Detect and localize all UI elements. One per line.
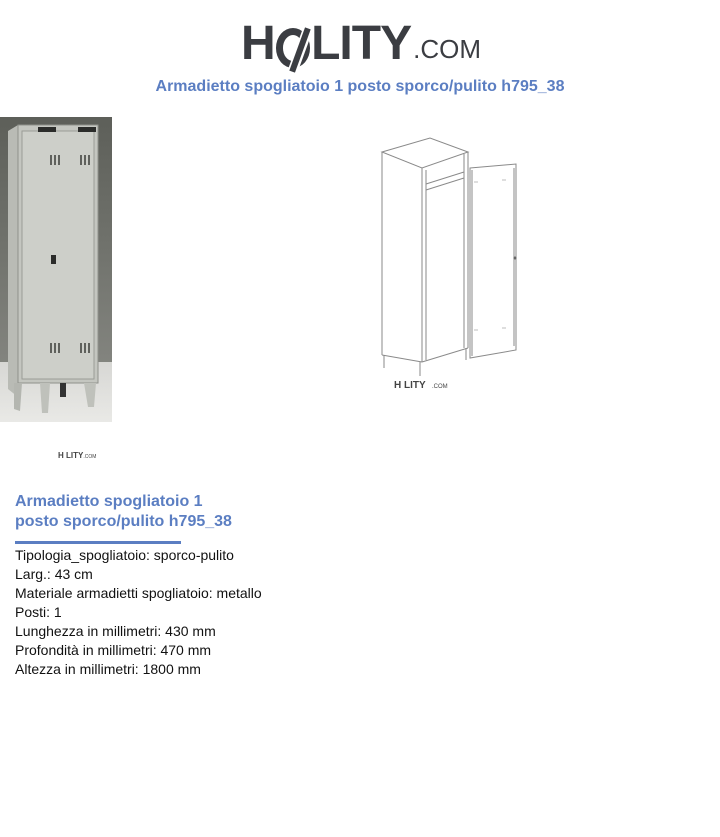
drawing-watermark: H LITY: [394, 380, 426, 391]
spec-item: Altezza in millimetri: 1800 mm: [15, 661, 201, 677]
spec-item: Posti: 1: [15, 604, 62, 620]
spec-item: Larg.: 43 cm: [15, 566, 93, 582]
thumbnail-watermark: [58, 451, 96, 460]
drawing-watermark-suffix: .COM: [432, 384, 448, 390]
thumb-watermark-text: H LITY: [58, 451, 84, 460]
logo-letters: LITY: [311, 17, 412, 70]
product-title: Armadietto spogliatoio 1 posto sporco/pulito h795_38: [155, 78, 565, 95]
title-underline: [15, 541, 181, 544]
section-title-line2: posto sporco/pulito h795_38: [15, 513, 232, 530]
spec-item: Tipologia_spogliatoio: sporco-pulito: [15, 547, 234, 563]
spec-list: [15, 546, 262, 679]
spec-item: Lunghezza in millimetri: 430 mm: [15, 623, 216, 639]
logo-o-mark: [276, 28, 310, 68]
logo-suffix: .COM: [413, 34, 481, 64]
logo-letter-h: H: [241, 17, 275, 70]
locker-photo: [0, 117, 112, 422]
section-title: [15, 492, 315, 532]
locker-technical-drawing: [372, 130, 526, 395]
thumb-watermark-suffix: .COM: [83, 454, 97, 460]
section-title-line1: Armadietto spogliatoio 1: [15, 493, 203, 510]
spec-item: Profondità in millimetri: 470 mm: [15, 642, 212, 658]
locker-photo-image: [0, 117, 112, 422]
spec-item: Materiale armadietti spogliatoio: metallo: [15, 585, 262, 601]
holity-logo[interactable]: [241, 12, 481, 68]
